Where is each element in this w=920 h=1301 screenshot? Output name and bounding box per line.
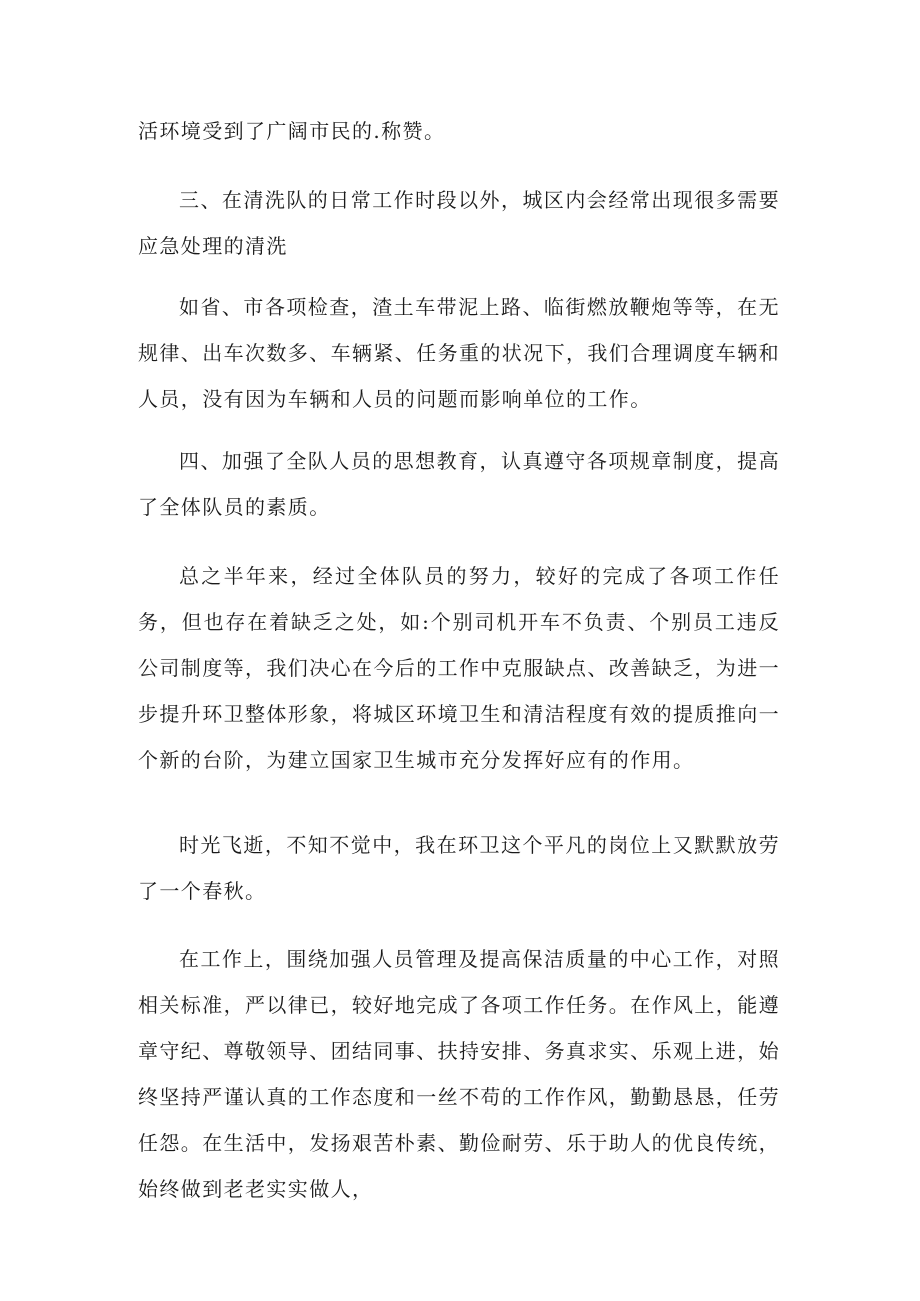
paragraph-4: 四、加强了全队人员的思想教育，认真遵守各项规章制度，提高了全体队员的素质。	[138, 449, 780, 519]
paragraph-2: 三、在清洗队的日常工作时段以外，城区内会经常出现很多需要应急处理的清洗	[138, 188, 780, 258]
paragraph-1: 活环境受到了广阔市民的.称赞。	[138, 119, 446, 143]
paragraph-5: 总之半年来，经过全体队员的努力，较好的完成了各项工作任务，但也存在着缺乏之处，如:个别司机开车不负责、个别员工违反公司制度等，我们决心在今后的工作中克服缺点、改善缺乏，为进一步提升环卫整体形象，将城区环境卫生和清洁程度有效的提质推向一个新的台阶，为建立国家卫生城市充分发挥好应有的作用。	[138, 564, 780, 772]
paragraph-3: 如省、市各项检查，渣土车带泥上路、临街燃放鞭炮等等，在无规律、出车次数多、车辆紧、任务重的状况下，我们合理调度车辆和人员，没有因为车辆和人员的问题而影响单位的工作。	[138, 295, 780, 411]
paragraph-6: 时光飞逝，不知不觉中，我在环卫这个平凡的岗位上又默默放劳了一个春秋。	[138, 833, 780, 903]
paragraph-7: 在工作上，围绕加强人员管理及提高保洁质量的中心工作，对照相关标准，严以律已，较好地完成了各项工作任务。在作风上，能遵章守纪、尊敬领导、团结同事、扶持安排、务真求实、乐观上进，始终坚持严谨认真的工作态度和一丝不苟的工作作风，勤勤恳恳，任劳任怨。在生活中，发扬艰苦朴素、勤俭耐劳、乐于助人的优良传统，始终做到老老实实做人，	[138, 947, 780, 1201]
